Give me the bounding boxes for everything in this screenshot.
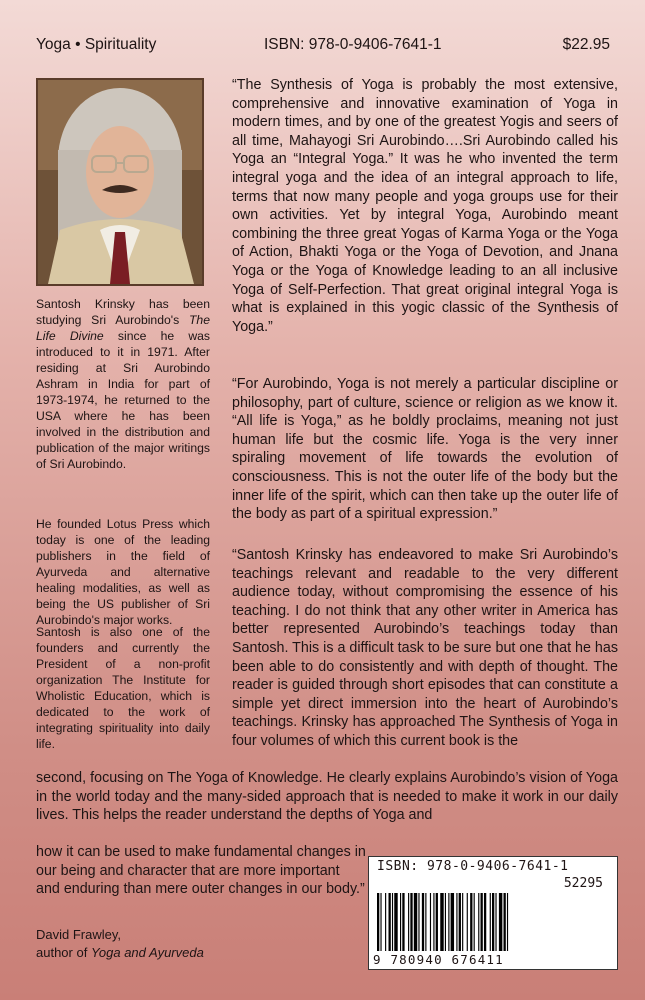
barcode-isbn-text: ISBN: 978-0-9406-7641-1: [377, 859, 569, 874]
attribution-name: David Frawley,: [36, 927, 122, 942]
barcode: [368, 856, 618, 970]
book-title-life-divine: The Life Divine: [36, 313, 210, 343]
review-quote-3-ending: how it can be used to make fundamental changes in our being and character that are more important and enduring than mere outer changes in our body.”: [36, 844, 366, 898]
author-portrait-image: [38, 80, 202, 284]
price-label: $22.95: [562, 36, 610, 53]
header-bar: [36, 36, 610, 58]
barcode-digits: 9 780940 676411: [373, 952, 504, 967]
barcode-price-code: 52295: [563, 876, 603, 891]
review-quote-2: “For Aurobindo, Yoga is not merely a particular discipline or philosophy, part of culture, science or religion as we know it. “All life is Yoga,” as he boldly proclaims, meaning not just human life but the cosmic life. Yoga is the very inner spiraling movement of life towards the evolution of consciousness. This is not the outer life of the body but the inner life of the spirit, which can then take up the outer life of the body as part of a spiritual expression.”: [232, 376, 618, 523]
isbn-label: ISBN: 978-0-9406-7641-1: [264, 36, 442, 53]
author-bio-paragraph-1: Santosh Krinsky has been studying Sri Aurobindo's The Life Divine since he was introduced to it in 1971. After residing at Sri Aurobindo Ashram in India for part of 1973-1974, he returned to the USA where he has been involved in the distribution and publication of the major writings of Sri Aurobindo.: [36, 297, 210, 471]
review-quote-3: “Santosh Krinsky has endeavored to make Sri Aurobindo’s teachings relevant and readable to the very different audience today, without compromising the essence of his teaching. I do not think that any other writer in America has better represented Aurobindo’s teachings today than Santosh. This is a difficult task to be sure but one that he has been able to do consistently and with depth of thought. The reader is guided through short episodes that can constitute a simple yet direct immersion into the heart of Aurobindo’s teachings. Krinsky has approached The Synthesis of Yoga in four volumes of which this current book is the: [232, 547, 618, 749]
category-label: Yoga • Spirituality: [36, 36, 157, 53]
author-bio-paragraph-3: Santosh is also one of the founders and currently the President of a non-profit organization The Institute for Wholistic Education, which is dedicated to the work of integrating spirituality into daily life.: [36, 625, 210, 751]
quote-attribution: [36, 926, 204, 962]
author-photo: [36, 78, 204, 286]
attribution-book-title: Yoga and Ayurveda: [90, 945, 204, 960]
author-bio-paragraph-2: He founded Lotus Press which today is one of the leading publishers in the field of Ayurveda and alternative healing modalities, as well as being the US publisher of Sri Aurobindo's major works.: [36, 517, 210, 627]
review-quote-3-continued: second, focusing on The Yoga of Knowledge. He clearly explains Aurobindo’s vision of Yoga in the world today and the many-sided approach that is needed to make it work in our daily lives. This helps the reader understand the depths of Yoga and: [36, 770, 618, 824]
review-quote-1: “The Synthesis of Yoga is probably the most extensive, comprehensive and innovative examination of Yoga in modern times, and by one of the greatest Yogis and seers of all time, Mahayogi Sri Aurobindo….Sri Aurobindo called his Yoga an “Integral Yoga.” It was he who invented the term integral yoga and the idea of an integral approach to life, terms that now many people and yoga groups use for their own activities. Yet by integral Yoga, Aurobindo meant combining the three great Yogas of Karma Yoga or the Yoga of Action, Bhakti Yoga or the Yoga of Devotion, and Jnana Yoga or the Yoga of Knowledge leading to an all inclusive Yoga of Self-Perfection. That great original integral Yoga is what is explained in this yogic classic of the Synthesis of Yoga.”: [232, 77, 618, 335]
attribution-role: author of Yoga and Ayurveda: [36, 945, 204, 960]
barcode-bars: [377, 893, 611, 951]
